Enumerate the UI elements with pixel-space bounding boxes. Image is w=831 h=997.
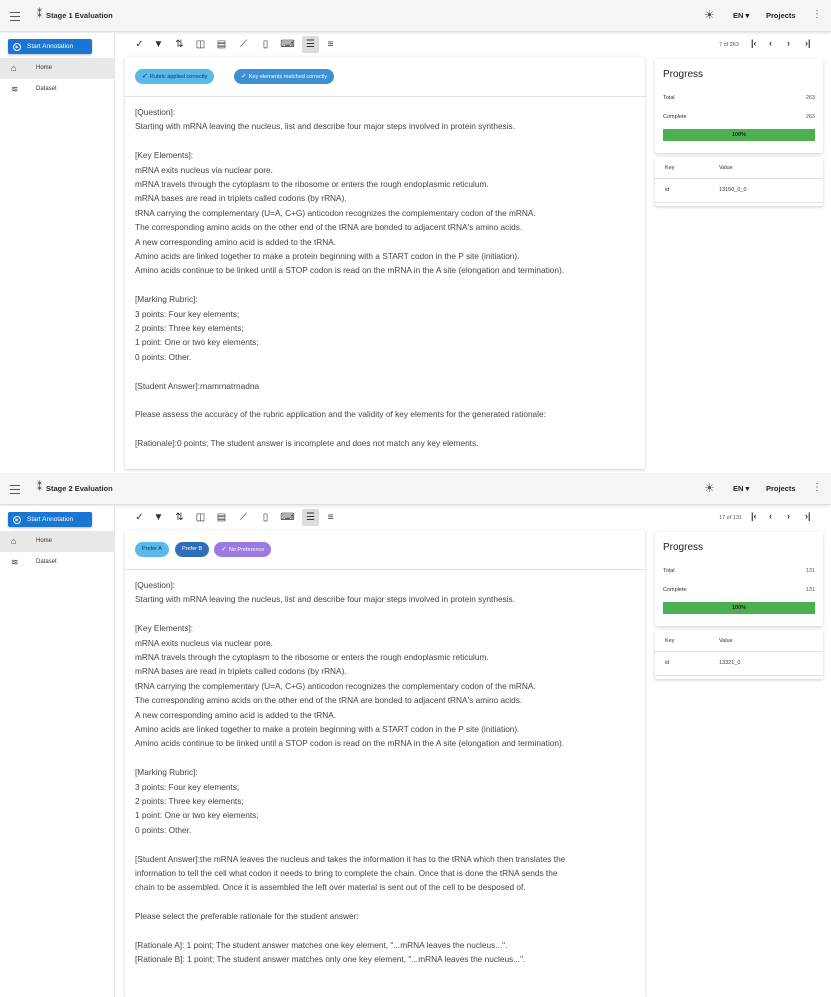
id-value: 13321_0 <box>719 660 741 666</box>
content-paragraph <box>135 379 635 393</box>
content-line: Amino acids continue to be linked until a STOP codon is read on the mRNA in the A site (elongation and termination). <box>135 738 565 749</box>
content-line: mRNA exits nucleus via nuclear pore. <box>135 637 273 648</box>
sidebar <box>0 33 115 472</box>
magic-wand-icon[interactable]: ⟋ <box>240 512 247 523</box>
keyboard-icon[interactable]: ⌨ <box>280 39 295 50</box>
language-label: EN <box>733 11 744 20</box>
sort-icon[interactable]: ⇅ <box>175 39 184 50</box>
language-label: EN <box>733 484 744 493</box>
content-line: 1 point: One or two key elements; <box>135 810 259 821</box>
content-line: 2 points: Three key elements; <box>135 323 244 334</box>
content-line: mRNA travels through the cytoplasm to the ribosome or enters the rough endoplasmic reticulum. <box>135 652 489 663</box>
content-paragraph <box>135 938 635 967</box>
progress-title: Progress <box>663 69 704 80</box>
content-line: A new corresponding amino acid is added to the tRNA. <box>135 236 337 247</box>
last-page-icon[interactable]: ›| <box>805 511 811 521</box>
progress-card <box>655 532 823 626</box>
home-icon: ⌂ <box>11 63 17 73</box>
key-header: Key <box>665 165 675 171</box>
check-icon: ✓ <box>241 73 247 80</box>
chip-label: No Preference <box>228 547 265 553</box>
sidebar-item-label: Home <box>36 538 53 544</box>
content-line: 3 points: Four key elements; <box>135 781 240 792</box>
id-key: id <box>665 187 670 193</box>
content-line: The corresponding amino acids on the other end of the tRNA are bonded to adjacent tRNA's amino acids. <box>135 222 523 233</box>
list-view-icon[interactable]: ☰ <box>302 36 319 53</box>
first-page-icon[interactable]: |‹ <box>751 511 757 521</box>
content-line: The corresponding amino acids on the other end of the tRNA are bonded to adjacent tRNA's amino acids. <box>135 695 523 706</box>
list-view-icon[interactable]: ☰ <box>302 509 319 526</box>
table-row <box>655 179 823 203</box>
id-key: id <box>665 660 670 666</box>
content-line: 0 points: Other. <box>135 824 192 835</box>
chip-rubric-applied[interactable] <box>135 69 214 84</box>
annotation-card <box>125 530 645 997</box>
sidebar-item-dataset[interactable] <box>0 552 114 573</box>
value-header: Value <box>719 638 733 644</box>
progress-card <box>655 59 823 153</box>
content-line: A new corresponding amino acid is added to the tRNA. <box>135 709 337 720</box>
sidebar-item-home[interactable] <box>0 531 114 552</box>
content-line: [Student Answer]:rnamrnatrnadna <box>135 380 260 391</box>
sidebar-item-label: Dataset <box>36 559 57 565</box>
filter-icon[interactable]: ▼ <box>153 512 164 523</box>
total-row <box>663 95 815 101</box>
content-line: Amino acids continue to be linked until a STOP codon is read on the mRNA in the A site (elongation and termination). <box>135 265 565 276</box>
content-paragraph <box>135 105 635 134</box>
keyboard-icon[interactable]: ⌨ <box>280 512 295 523</box>
start-annotation-button[interactable] <box>8 512 92 527</box>
check-icon: ✓ <box>221 546 227 553</box>
chip-label: Rubric applied correctly <box>149 74 208 80</box>
content-line: [Rationale]:0 points; The student answer is incomplete and does not match any key elements. <box>135 438 479 449</box>
metadata-table <box>655 630 823 679</box>
layout-icon[interactable]: ◫ <box>195 512 206 523</box>
total-value: 263 <box>805 95 815 101</box>
database-icon: ≋ <box>11 84 19 94</box>
content-line: Starting with mRNA leaving the nucleus, list and describe four major steps involved in protein synthesis. <box>135 121 515 132</box>
key-header: Key <box>665 638 675 644</box>
label-chips <box>125 57 645 97</box>
projects-button[interactable]: Projects <box>766 484 796 493</box>
metadata-header <box>655 630 823 652</box>
progress-percent: 100% <box>731 132 747 138</box>
content-paragraph <box>135 852 635 895</box>
check-icon[interactable]: ✓ <box>135 512 144 523</box>
first-page-icon[interactable]: |‹ <box>751 38 757 48</box>
task-content <box>125 97 645 459</box>
stage1-window <box>0 0 831 472</box>
toolbar <box>125 506 645 530</box>
content-paragraph <box>135 407 635 421</box>
text-view-icon[interactable]: ≡ <box>327 39 334 50</box>
sort-icon[interactable]: ⇅ <box>175 512 184 523</box>
content-line: [Student Answer]:the mRNA leaves the nucleus and takes the information it has to the tRNA which then translates the <box>135 853 566 864</box>
play-icon: ▶ <box>13 516 21 524</box>
progress-percent: 100% <box>731 605 747 611</box>
content-paragraph <box>135 765 635 837</box>
content-line: [Key Elements]: <box>135 623 194 634</box>
play-icon: ▶ <box>13 43 21 51</box>
content-paragraph <box>135 909 635 923</box>
content-line: 1 point: One or two key elements; <box>135 337 259 348</box>
filter-icon[interactable]: ▼ <box>153 39 164 50</box>
sidebar-item-label: Dataset <box>36 86 57 92</box>
app-bar <box>0 0 831 32</box>
content-paragraph <box>135 621 635 751</box>
app-bar <box>0 473 831 505</box>
magic-wand-icon[interactable]: ⟋ <box>240 39 247 50</box>
project-title: Stage 1 Evaluation <box>46 11 113 20</box>
content-line: 3 points: Four key elements; <box>135 308 240 319</box>
content-line: [Marking Rubric]: <box>135 767 198 778</box>
content-line: [Key Elements]: <box>135 150 194 161</box>
page-count: 7 of 263 <box>719 42 739 48</box>
menu-icon[interactable] <box>10 482 22 496</box>
task-content <box>125 570 645 975</box>
content-line: information to tell the cell what codon it needs to bring to complete the chain. Once that is done the tRNA sends the <box>135 868 558 879</box>
complete-label: Complete <box>663 114 687 120</box>
home-icon: ⌂ <box>11 536 17 546</box>
chip-label: Key elements matched correctly <box>248 74 328 80</box>
comment-icon[interactable]: ▤ <box>216 512 227 523</box>
more-vert-icon[interactable]: ⋮ <box>812 9 822 20</box>
next-page-icon[interactable]: › <box>787 38 790 48</box>
content-line: Amino acids are linked together to make a protein beginning with a START codon in the P site (initiation). <box>135 251 520 262</box>
chip-no-preference[interactable] <box>214 542 271 557</box>
check-icon[interactable]: ✓ <box>135 39 144 50</box>
comment-icon[interactable]: ▤ <box>216 39 227 50</box>
content-line: mRNA travels through the cytoplasm to the ribosome or enters the rough endoplasmic reticulum. <box>135 179 489 190</box>
content-line: mRNA bases are read in triplets called codons (by rRNA). <box>135 666 347 677</box>
total-label: Total <box>663 95 675 101</box>
content-line: [Question]: <box>135 580 176 590</box>
more-vert-icon[interactable]: ⋮ <box>812 482 822 493</box>
metadata-table <box>655 157 823 206</box>
chip-prefer-b[interactable] <box>175 542 209 557</box>
theme-toggle-icon[interactable]: ☀ <box>704 8 715 22</box>
metadata-header <box>655 157 823 179</box>
total-label: Total <box>663 568 675 574</box>
content-line: [Rationale A]: 1 point; The student answer matches one key element, "...mRNA leaves the nucleus...". <box>135 940 508 951</box>
next-page-icon[interactable]: › <box>787 511 790 521</box>
language-select[interactable]: EN ▾ <box>733 484 750 493</box>
progress-title: Progress <box>663 542 704 553</box>
chip-label: Prefer A <box>142 546 162 552</box>
content-line: chain to be assembled. Once it is assembled the left over material is sent out of the cell to be desposed of. <box>135 882 526 893</box>
menu-icon[interactable] <box>10 9 22 23</box>
content-paragraph <box>135 436 635 450</box>
start-annotation-button[interactable] <box>8 39 92 54</box>
sidebar-item-dataset[interactable] <box>0 79 114 100</box>
annotation-main <box>125 33 645 472</box>
content-paragraph <box>135 292 635 364</box>
content-line: Please assess the accuracy of the rubric application and the validity of key elements for the generated rationale: <box>135 409 546 420</box>
progress-bar <box>663 129 815 141</box>
content-line: Please select the preferable rationale for the student answer: <box>135 911 359 922</box>
stage2-window <box>0 473 831 997</box>
prev-page-icon[interactable]: ‹ <box>769 38 772 48</box>
project-icon: ⁑ <box>37 482 42 493</box>
complete-value: 263 <box>805 114 815 120</box>
progress-bar <box>663 602 815 614</box>
value-header: Value <box>719 165 733 171</box>
page-count: 17 of 131 <box>719 515 742 521</box>
complete-value: 131 <box>805 587 815 593</box>
layout-icon[interactable]: ◫ <box>195 39 206 50</box>
content-line: 0 points: Other. <box>135 351 192 362</box>
start-annotation-label: Start Annotation <box>27 516 74 523</box>
content-paragraph <box>135 148 635 278</box>
database-icon: ≋ <box>11 557 19 567</box>
complete-label: Complete <box>663 587 687 593</box>
sidebar <box>0 506 115 997</box>
pager <box>655 506 823 530</box>
project-title: Stage 2 Evaluation <box>46 484 113 493</box>
content-line: [Question]: <box>135 107 176 117</box>
complete-row <box>663 114 815 120</box>
content-line: [Rationale B]: 1 point; The student answer matches only one key element, "...mRNA leaves the nucleus...". <box>135 954 526 965</box>
content-line: Amino acids are linked together to make a protein beginning with a START codon in the P site (initiation). <box>135 724 520 735</box>
theme-toggle-icon[interactable]: ☀ <box>704 481 715 495</box>
text-view-icon[interactable]: ≡ <box>327 512 334 523</box>
label-chips <box>125 530 645 570</box>
pager <box>655 33 823 57</box>
chip-key-elements[interactable] <box>234 69 334 84</box>
total-value: 131 <box>805 568 815 574</box>
chip-label: Prefer B <box>182 546 203 552</box>
check-icon: ✓ <box>142 73 148 80</box>
total-row <box>663 568 815 574</box>
annotation-card <box>125 57 645 469</box>
projects-button[interactable]: Projects <box>766 11 796 20</box>
complete-row <box>663 587 815 593</box>
table-row <box>655 652 823 676</box>
last-page-icon[interactable]: ›| <box>805 38 811 48</box>
trash-icon[interactable]: ▯ <box>262 512 269 523</box>
content-line: Starting with mRNA leaving the nucleus, list and describe four major steps involved in protein synthesis. <box>135 594 515 605</box>
toolbar <box>125 33 645 57</box>
content-paragraph <box>135 578 635 607</box>
language-select[interactable]: EN ▾ <box>733 11 750 20</box>
trash-icon[interactable]: ▯ <box>262 39 269 50</box>
sidebar-item-label: Home <box>36 65 53 71</box>
id-value: 13150_0_0 <box>719 187 747 193</box>
content-line: tRNA carrying the complementary (U=A, C+G) anticodon recognizes the complementary codon of the mRNA. <box>135 680 536 691</box>
chip-prefer-a[interactable] <box>135 542 169 557</box>
project-icon: ⁑ <box>37 9 42 20</box>
content-line: 2 points: Three key elements; <box>135 796 244 807</box>
annotation-main <box>125 506 645 997</box>
content-line: tRNA carrying the complementary (U=A, C+G) anticodon recognizes the complementary codon of the mRNA. <box>135 207 536 218</box>
sidebar-item-home[interactable] <box>0 58 114 79</box>
content-line: mRNA bases are read in triplets called codons (by rRNA). <box>135 193 347 204</box>
content-line: [Marking Rubric]: <box>135 294 198 305</box>
start-annotation-label: Start Annotation <box>27 43 74 50</box>
content-line: mRNA exits nucleus via nuclear pore. <box>135 164 273 175</box>
prev-page-icon[interactable]: ‹ <box>769 511 772 521</box>
